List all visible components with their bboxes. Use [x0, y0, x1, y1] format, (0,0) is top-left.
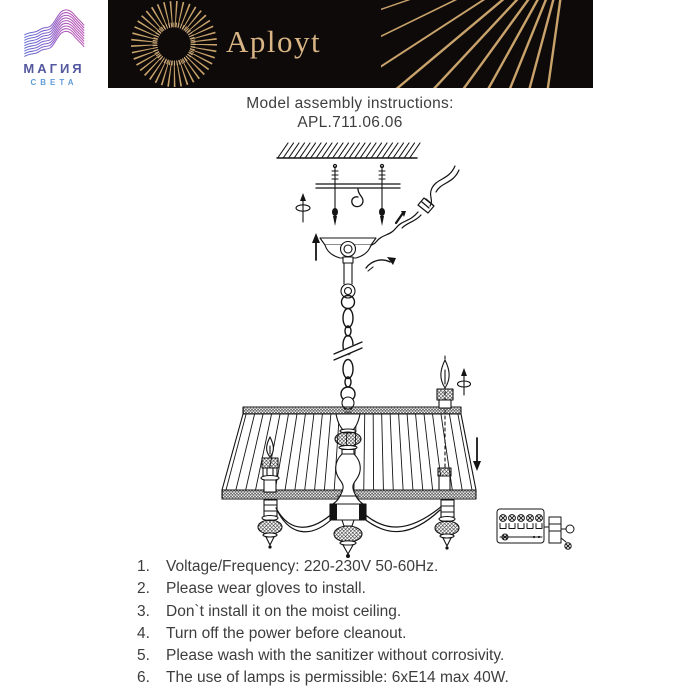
item-text: The use of lamps is permissible: 6xE14 max 40W.	[166, 669, 509, 687]
list-item	[137, 556, 607, 578]
instruction-list	[137, 556, 607, 690]
item-text: Turn off the power before cleanout.	[166, 624, 407, 642]
brand-banner	[108, 0, 593, 88]
item-number: 5.	[137, 647, 150, 665]
list-item	[137, 623, 607, 645]
item-text: Don`t install it on the moist ceiling.	[166, 602, 402, 620]
list-item	[137, 601, 607, 623]
terminal-block	[497, 509, 574, 549]
assembly-diagram	[140, 138, 600, 563]
item-number: 1.	[137, 558, 150, 575]
logo-text-sub: СВЕТА	[30, 78, 78, 87]
brand-name: Aployt	[226, 24, 322, 59]
screw-rotation-icon	[296, 193, 310, 222]
chain-break	[334, 342, 362, 360]
sunburst-icon	[124, 0, 226, 88]
magia-sveta-logo	[0, 0, 108, 95]
page-title	[0, 94, 700, 132]
wave-logo-icon	[6, 8, 102, 58]
chain	[334, 296, 362, 402]
item-number: 4.	[137, 624, 150, 642]
model-number: APL.711.06.06	[297, 114, 403, 131]
item-text: Please wear gloves to install.	[166, 580, 366, 598]
mounting-screws	[316, 164, 400, 226]
title-line1: Model assembly instructions:	[246, 95, 454, 112]
list-item	[137, 645, 607, 667]
canopy	[320, 238, 376, 298]
rays-icon	[381, 0, 593, 88]
item-text: Voltage/Frequency: 220-230V 50-60Hz.	[166, 558, 439, 575]
item-text: Please wash with the sanitizer without corrosivity.	[166, 647, 505, 665]
item-number: 6.	[137, 669, 150, 687]
wire-connection	[370, 166, 459, 247]
center-column	[330, 414, 366, 558]
rotate-arrow-icon	[366, 257, 396, 271]
right-finial	[435, 500, 459, 550]
bulb-rotation-icon	[458, 368, 471, 395]
logo-text-main: МАГИЯ	[23, 61, 85, 76]
list-item	[137, 667, 607, 689]
list-item	[137, 578, 607, 600]
ceiling	[277, 143, 420, 158]
up-arrow-icon	[312, 233, 320, 260]
item-number: 3.	[137, 602, 150, 620]
item-number: 2.	[137, 580, 150, 598]
down-arrow-icon	[473, 438, 481, 471]
